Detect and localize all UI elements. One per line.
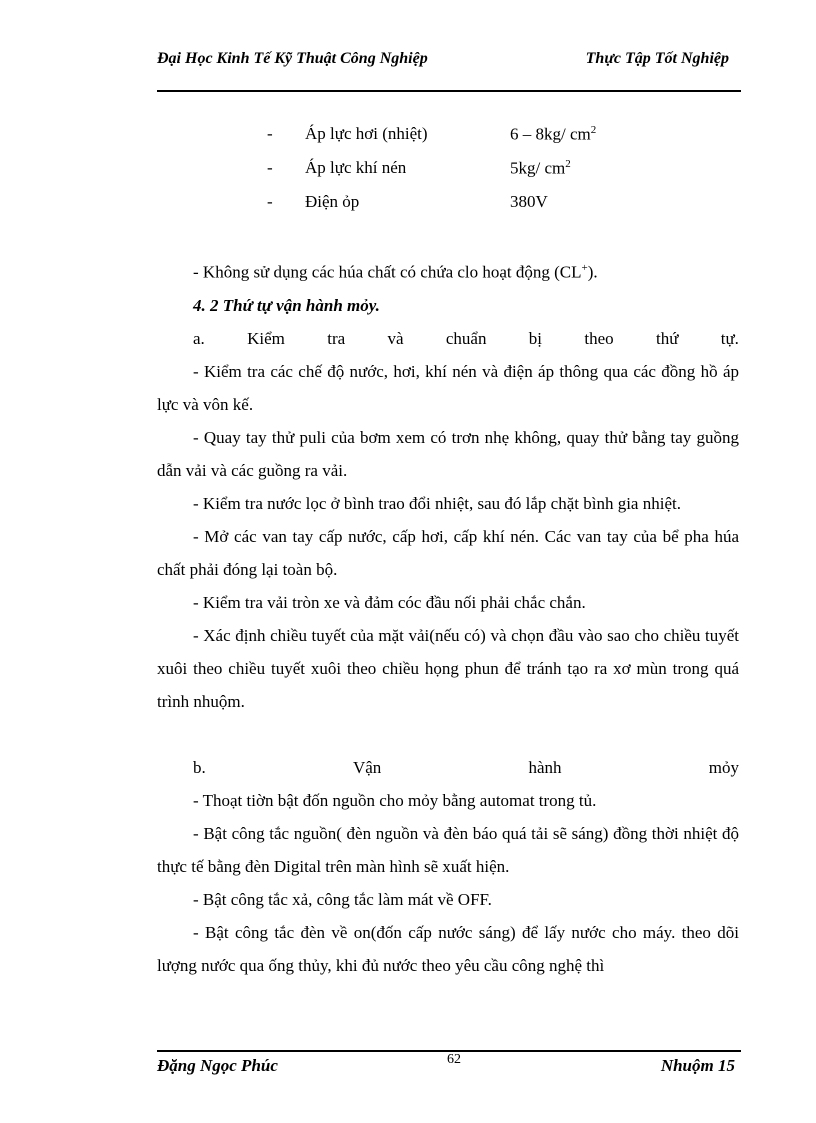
paragraph: - Bật công tắc đèn về on(đốn cấp nước sáng) để lấy nước cho máy. theo dõi lượng nước qua ống thủy, khi đủ nước theo yêu cầu công nghệ thì [157, 922, 739, 975]
parameter-name: Điện ỏp [305, 192, 360, 211]
page-footer [157, 1050, 741, 1092]
page-header [157, 46, 741, 92]
paragraph: - Bật công tắc xả, công tắc làm mát về OFF. [193, 889, 492, 909]
subsection-b-heading: b. Vận hành mỏy [193, 757, 739, 777]
header-institution: Đại Học Kinh Tế Kỹ Thuật Công Nghiệp [157, 50, 428, 67]
paragraph: - Thoạt tiờn bật đốn nguồn cho mỏy bằng automat trong tủ. [193, 790, 597, 810]
list-dash: - [267, 124, 273, 143]
superscript: 2 [590, 124, 597, 136]
parameter-value: 5kg/ $cm^2$ [510, 158, 571, 178]
paragraph: - Bật công tắc nguồn( đèn nguồn và đèn báo quá tải sẽ sáng) đồng thời nhiệt độ thực tế bằng đèn Digital trên màn hình sẽ xuất hiện. [157, 823, 739, 876]
note-paragraph: - Không sử dụng các húa chất có chứa clo hoạt động (CL+). [193, 262, 598, 282]
paragraph: - Kiểm tra vải tròn xe và đảm cóc đầu nối phải chắc chắn. [193, 592, 586, 612]
footer-author: Đặng Ngọc Phúc [157, 1056, 278, 1075]
header-report-title: Thực Tập Tốt Nghiệp [585, 50, 729, 67]
paragraph: - Mở các van tay cấp nước, cấp hơi, cấp khí nén. Các van tay của bể pha húa chất phải đóng lại toàn bộ. [157, 526, 739, 579]
paragraph: - Xác định chiều tuyết của mặt vải(nếu có) và chọn đầu vào sao cho chiều tuyết xuôi theo chiều tuyết xuôi theo chiều họng phun để tránh tạo ra xơ mùn trong quá trình nhuộm. [157, 625, 739, 711]
paragraph: - Quay tay thử puli của bơm xem có trơn nhẹ không, quay thử bằng tay guồng dẫn vải và các guồng ra vải. [157, 427, 739, 480]
paragraph: - Kiểm tra các chế độ nước, hơi, khí nén và điện áp thông qua các đồng hồ áp lực và vôn kế. [157, 361, 739, 414]
subsection-a-heading: a. Kiểm tra và chuẩn bị theo thứ tự. [193, 328, 739, 348]
blank-line [157, 718, 739, 751]
section-heading: 4. 2 Thứ tự vận hành mỏy. [193, 295, 380, 315]
page-body [157, 252, 739, 982]
parameter-value: 6 – 8kg/ $cm^2$ [510, 124, 597, 144]
parameter-name: Áp lực khí nén [305, 158, 407, 177]
list-dash: - [267, 158, 273, 177]
page-number: 62 [447, 1052, 461, 1067]
list-dash: - [267, 192, 273, 211]
parameter-value: 380V [510, 192, 548, 211]
superscript: 2 [565, 158, 571, 170]
parameter-name: Áp lực hơi (nhiệt) [305, 124, 428, 143]
footer-class: Nhuộm 15 [660, 1056, 735, 1075]
paragraph: - Kiểm tra nước lọc ở bình trao đổi nhiệt, sau đó lắp chặt bình gia nhiệt. [193, 493, 681, 513]
